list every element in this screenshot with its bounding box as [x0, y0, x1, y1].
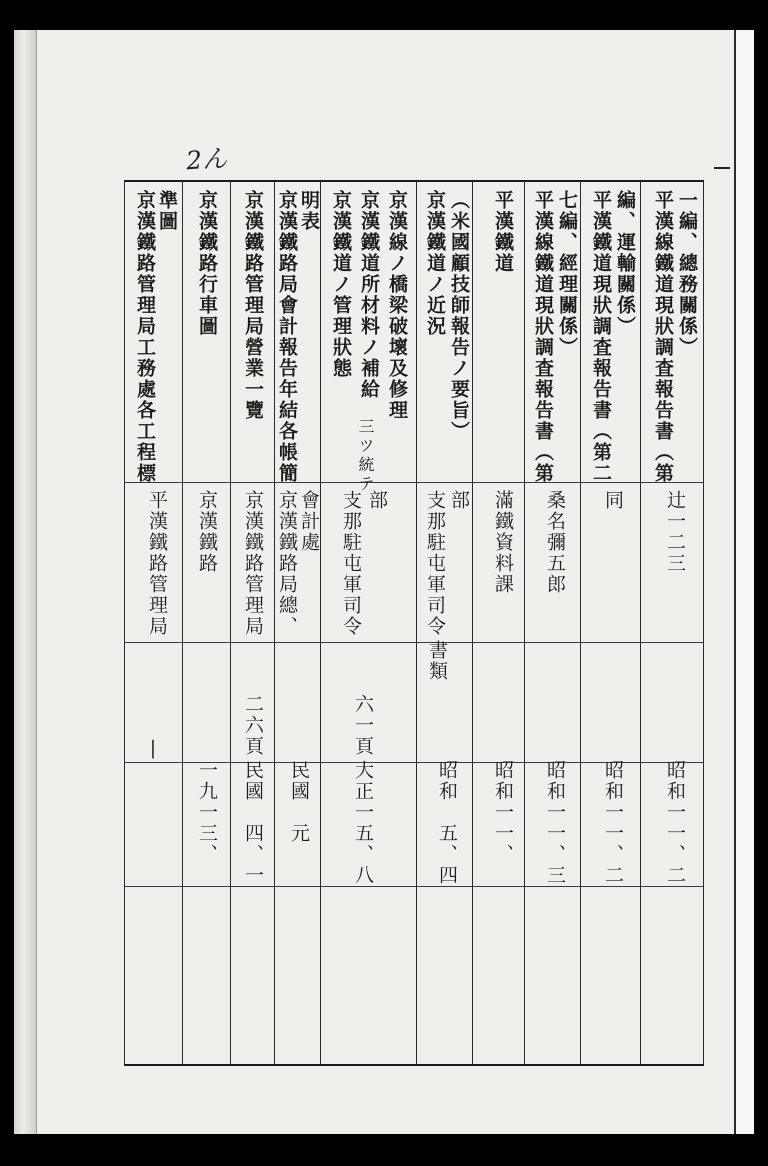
- entry-date: 昭和一一、: [492, 760, 514, 865]
- entry-date: 大正一五、八: [352, 760, 374, 886]
- bracket-note: 三ツ統テ: [356, 418, 375, 494]
- table-row: [584, 182, 640, 1064]
- entry-title: 京漢鐵路行車圖: [196, 190, 218, 337]
- entry-source: 同: [602, 490, 624, 511]
- table-row: [474, 182, 530, 1064]
- entry-date: 民國 元: [288, 760, 310, 844]
- entry-title: 京漢鐵道ノ管理狀態: [330, 190, 352, 379]
- entry-source: 會計處: [298, 490, 320, 553]
- entry-title: 準圖: [156, 190, 178, 232]
- entry-source: 部: [448, 490, 470, 511]
- entry-title: 明表: [298, 190, 320, 232]
- entry-title: 京漢鐵道所材料ノ補給: [358, 190, 380, 400]
- entry-source: 京漢鐵路局總、: [276, 490, 298, 637]
- entry-pages: 二六頁: [242, 694, 264, 757]
- table-row: [322, 182, 414, 1064]
- entry-date: 昭和一一、二: [664, 760, 686, 886]
- table-row: [126, 182, 182, 1064]
- entry-source: 支那駐屯軍司令: [424, 490, 446, 637]
- entry-title: 京漢線ノ橋梁破壞及修理: [386, 190, 408, 421]
- entry-source: 京漢鐵路: [196, 490, 218, 574]
- entry-title: 京漢鐵路局會計報告年結各帳簡: [276, 190, 298, 484]
- entry-title: 七編、經理關係）: [556, 190, 578, 358]
- handwritten-page-note: 2ん: [185, 143, 228, 176]
- table-row: [418, 182, 474, 1064]
- entry-date: 民國 四、一: [242, 760, 264, 886]
- table-row: [276, 182, 320, 1064]
- table-row: [232, 182, 274, 1064]
- entry-source: 辻一二三: [664, 490, 686, 574]
- table-row: [646, 182, 702, 1064]
- entry-title: 京漢鐵道ノ近況: [424, 190, 446, 337]
- entry-title: 京漢鐵路管理局工務處各工程標: [134, 190, 156, 484]
- entry-title: 平漢線鐵道現狀調査報告書（第: [652, 190, 674, 484]
- entry-date: 昭和 五、四: [436, 760, 458, 886]
- entry-source: 平漢鐵路管理局: [146, 490, 168, 637]
- entry-source: 京漢鐵路管理局: [242, 490, 264, 637]
- entry-pages: 六一頁: [352, 694, 374, 757]
- entry-pages: 書類: [426, 640, 448, 682]
- entry-title: 平漢鐵道: [492, 190, 514, 274]
- entry-source: 滿鐵資料課: [492, 490, 514, 595]
- entry-date: 昭和一一、二: [602, 760, 624, 886]
- entry-pages: |: [142, 737, 164, 761]
- entry-title: （米國顧技師報告ノ要旨）: [448, 190, 470, 442]
- margin-mark: [714, 167, 730, 169]
- document-page: [14, 30, 754, 1134]
- entry-source: 部: [366, 490, 388, 511]
- entry-title: 京漢鐵路管理局營業一覽: [242, 190, 264, 421]
- entry-date: 昭和一一、三: [544, 760, 566, 886]
- entry-title: 平漢線鐵道現狀調査報告書（第: [532, 190, 554, 484]
- table-row: [184, 182, 228, 1064]
- entry-source: 支那駐屯軍司令: [340, 490, 362, 637]
- entry-title: 平漢鐵道現狀調査報告書（第二: [590, 190, 612, 484]
- table-row: [526, 182, 582, 1064]
- bibliography-table: [124, 180, 704, 1066]
- entry-date: 一九一三、: [196, 760, 218, 865]
- entry-title: 一編、總務關係）: [676, 190, 698, 358]
- entry-source: 桑名彌五郎: [544, 490, 566, 595]
- entry-title: 編、運輸關係）: [614, 190, 636, 337]
- book-spine: [14, 30, 37, 1134]
- page-edge: [734, 30, 754, 1134]
